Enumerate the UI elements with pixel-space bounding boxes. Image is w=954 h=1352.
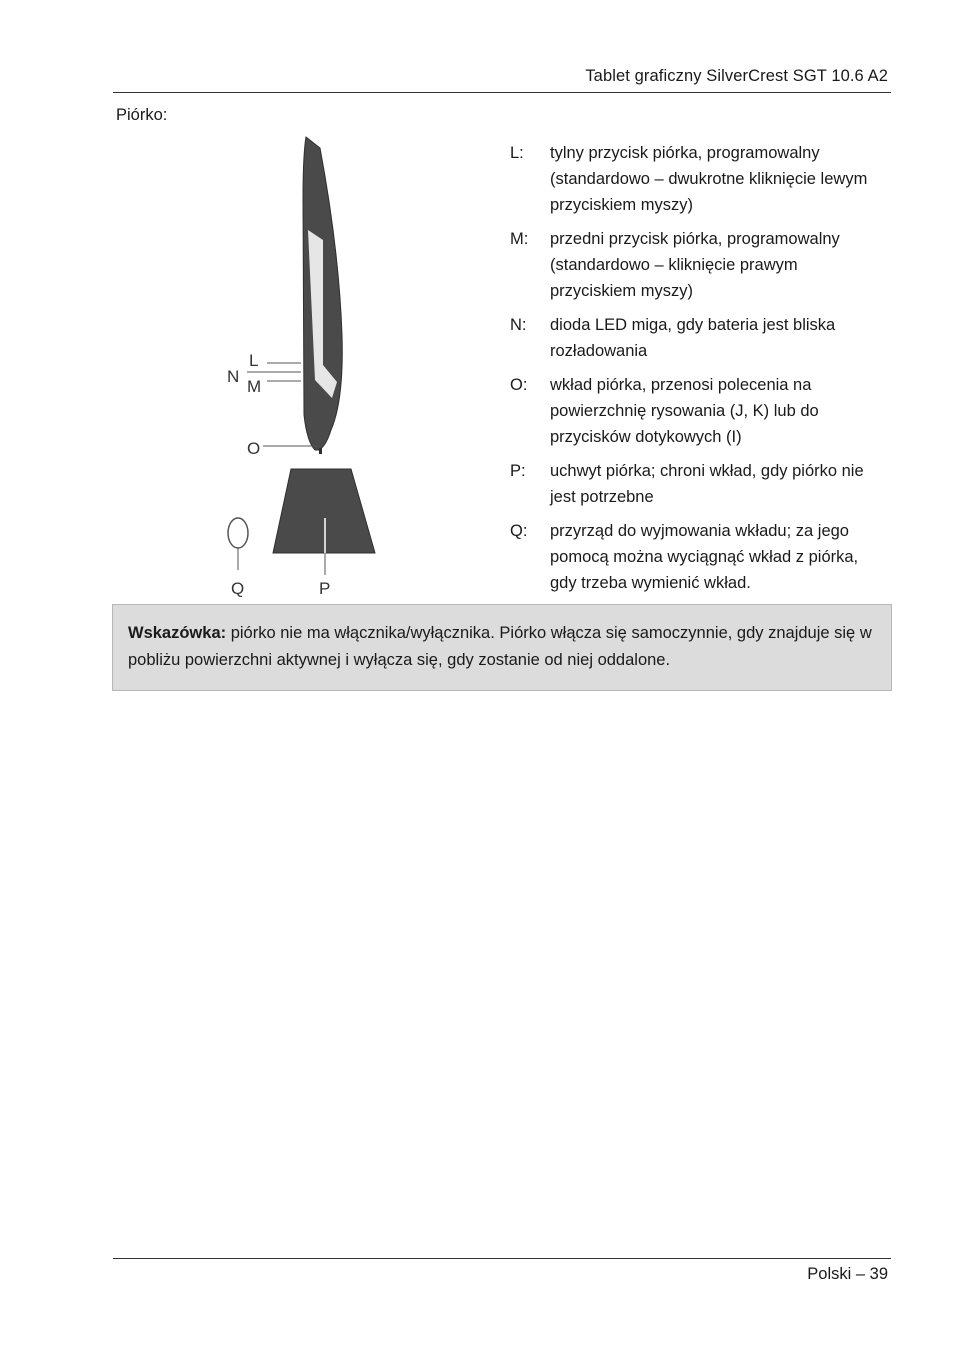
legend-key: P: xyxy=(510,462,526,480)
figure-label-p: P xyxy=(319,579,331,598)
figure-label-o: O xyxy=(247,439,261,458)
legend-text: przyrząd do wyjmowania wkładu; za jego pomocą można wyciągnąć wkład z piórka, gdy trzeba wymienić wkład. xyxy=(550,522,859,592)
legend-key: O: xyxy=(510,376,528,394)
legend-text: uchwyt piórka; chroni wkład, gdy piórko nie jest potrzebne xyxy=(550,462,864,506)
legend-item xyxy=(510,518,882,596)
legend-key: L: xyxy=(510,144,524,162)
legend-key: N: xyxy=(510,316,527,334)
note-title: Wskazówka: xyxy=(128,624,227,642)
stylus-nib xyxy=(319,448,322,454)
legend-text: dioda LED miga, gdy bateria jest bliska rozładowania xyxy=(550,316,836,360)
legend-text: wkład piórka, przenosi polecenia na powierzchnię rysowania (J, K) lub do przycisków dotykowych (I) xyxy=(550,376,819,446)
legend-key: Q: xyxy=(510,522,528,540)
stylus-figure xyxy=(215,130,385,600)
pen-holder xyxy=(273,469,375,553)
page-footer: Polski – 39 xyxy=(807,1265,888,1283)
page-header-title: Tablet graficzny SilverCrest SGT 10.6 A2 xyxy=(585,67,888,85)
legend-item xyxy=(510,226,882,304)
footer-rule xyxy=(113,1258,891,1259)
legend-item xyxy=(510,372,882,450)
legend-item xyxy=(510,458,882,510)
section-label: Piórko: xyxy=(116,106,168,124)
legend-text: przedni przycisk piórka, programowalny (standardowo – kliknięcie prawym przyciskiem myszy) xyxy=(550,230,840,300)
nib-removal-tool xyxy=(228,518,248,548)
note-text: piórko nie ma włącznika/wyłącznika. Piórko włącza się samoczynnie, gdy znajduje się w pobliżu powierzchni aktywnej i wyłącza się, gdy zostanie od niej oddalone. xyxy=(128,624,872,669)
figure-label-q: Q xyxy=(231,579,245,598)
legend-key: M: xyxy=(510,230,529,248)
figure-label-n: N xyxy=(227,367,240,386)
header-rule xyxy=(113,92,891,93)
legend-item xyxy=(510,312,882,364)
component-legend xyxy=(510,140,882,604)
legend-text: tylny przycisk piórka, programowalny (standardowo – dwukrotne kliknięcie lewym przyciskiem myszy) xyxy=(550,144,868,214)
note-box xyxy=(112,604,892,691)
figure-label-l: L xyxy=(249,351,259,370)
legend-item xyxy=(510,140,882,218)
figure-label-m: M xyxy=(247,377,262,396)
